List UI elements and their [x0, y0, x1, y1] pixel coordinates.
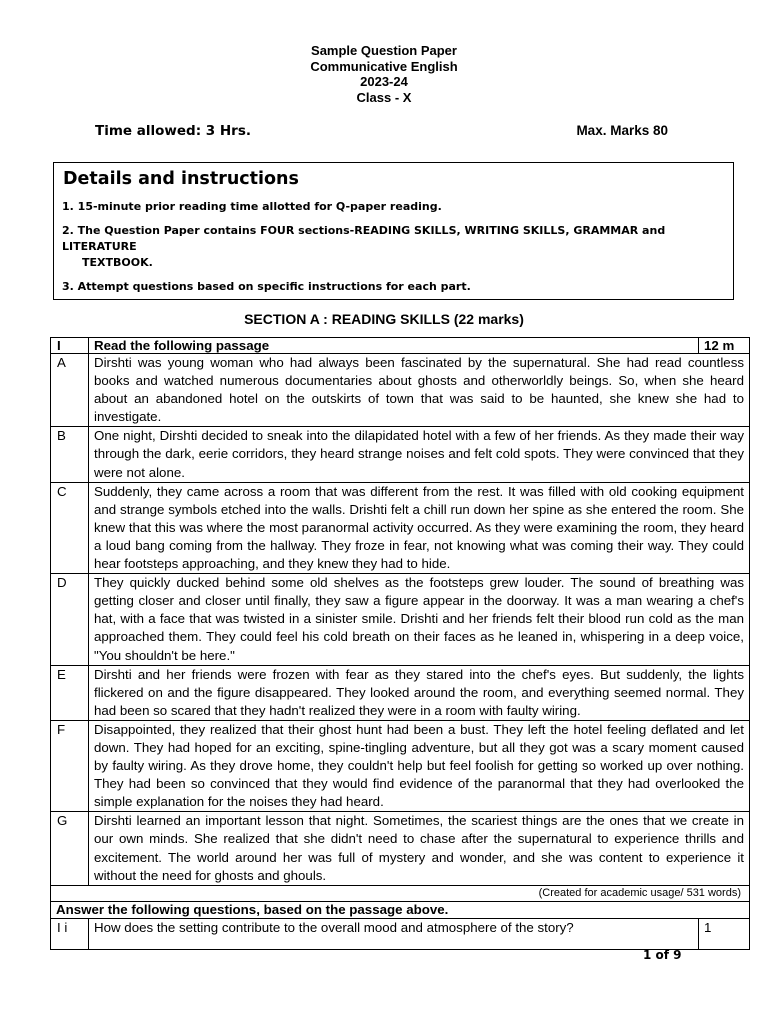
- table-row: [51, 354, 750, 427]
- passage-instruction: Read the following passage: [89, 338, 699, 354]
- row-label: C: [51, 482, 89, 573]
- row-label: A: [51, 354, 89, 427]
- word-count-credit: (Created for academic usage/ 531 words): [51, 885, 750, 901]
- instruction-text-continued: TEXTBOOK.: [82, 256, 153, 269]
- subject-name: Communicative English: [310, 58, 458, 74]
- instruction-item: [62, 223, 725, 271]
- row-label: D: [51, 574, 89, 665]
- table-row: [51, 482, 750, 573]
- paragraph-text: Disappointed, they realized that their ghost hunt had been a bust. They left the hotel feeling deflated and let down. They had hoped for an exciting, spine-tingling adventure, but all they got was a scary moment caused by faulty wiring. As they drove home, they couldn't help but feel foolish for getting so worked up over nothing. They had been so convinced that they would find evidence of the paranormal that they had overlooked the simple explanation for the noises they had heard.: [89, 720, 750, 811]
- page-number: 1 of 9: [643, 948, 682, 962]
- row-label: F: [51, 720, 89, 811]
- question-number: I i: [51, 918, 89, 949]
- row-label: B: [51, 427, 89, 482]
- paragraph-text: They quickly ducked behind some old shelves as the footsteps grew louder. The sound of breathing was getting closer and closer until finally, they saw a figure appear in the doorway. It was a man wearing a chef's hat, with a face that was twisted in a sinister smile. Drishti and her friends felt their blood run cold as the man approached them. They could feel his cold breath on their faces as he leaned in, whispering in a deep voice, "You shouldn't be here.": [89, 574, 750, 665]
- row-label: E: [51, 665, 89, 720]
- row-label: I: [51, 338, 89, 354]
- paragraph-text: Suddenly, they came across a room that was different from the rest. It was filled with old cooking equipment and strange symbols etched into the walls. Drishti felt a chill run down her spine as she entered the room. She knew that this was where the most paranormal activity occurred. As they were examining the room, they heard a loud bang coming from the hallway. They froze in fear, not knowing what was coming their way. They could hear footsteps approaching, and they knew they had to hide.: [89, 482, 750, 573]
- questions-heading-row: [51, 901, 750, 918]
- paragraph-text: Dirshti and her friends were frozen with fear as they stared into the chef's eyes. But suddenly, the lights flickered on and the figure disappeared. They looked around the room, and everything seemed normal. They had been so scared that they hadn't realized they were in a room with faulty wiring.: [89, 665, 750, 720]
- question-text: How does the setting contribute to the overall mood and atmosphere of the story?: [89, 918, 699, 949]
- instruction-item: 3. Attempt questions based on specific instructions for each part.: [62, 280, 471, 293]
- table-row: [51, 427, 750, 482]
- paper-title: Sample Question Paper: [311, 43, 457, 58]
- question-marks: 1: [699, 918, 750, 949]
- instructions-title: Details and instructions: [63, 169, 299, 189]
- session-year: 2023-24: [360, 74, 408, 89]
- row-label: G: [51, 812, 89, 885]
- paragraph-text: One night, Dirshti decided to sneak into the dilapidated hotel with a few of her friends. As they made their way through the dark, eerie corridors, they heard strange noises and felt cold spots. They were convinced that they were not alone.: [89, 427, 750, 482]
- max-marks: Max. Marks 80: [576, 123, 668, 138]
- instructions-box: [53, 162, 734, 300]
- time-allowed: Time allowed: 3 Hrs.: [95, 123, 252, 139]
- instruction-text: 2. The Question Paper contains FOUR sections-READING SKILLS, WRITING SKILLS, GRAMMAR and LITERATURE: [62, 224, 666, 253]
- time-marks-row: [95, 123, 670, 143]
- table-row: [51, 574, 750, 665]
- table-row: [51, 812, 750, 885]
- paragraph-text: Dirshti was young woman who had always been fascinated by the supernatural. She had read countless books and watched numerous documentaries about ghosts and otherworldly beings. So, when she heard about an abandoned hotel on the outskirts of town that was said to be haunted, she knew she had to investigate.: [89, 354, 750, 427]
- marks-cell: 12 m: [699, 338, 750, 354]
- paper-header: [0, 43, 768, 105]
- paragraph-text: Dirshti learned an important lesson that night. Sometimes, the scariest things are the ones that we create in our own minds. She realized that she didn't need to chase after the supernatural to experience thrills and excitement. The world around her was full of mystery and wonder, and she was content to experience it without the need for ghosts and ghouls.: [89, 812, 750, 885]
- credit-row: [51, 885, 750, 901]
- passage-table: [50, 337, 750, 950]
- section-title: SECTION A : READING SKILLS (22 marks): [244, 311, 524, 327]
- table-row: [51, 665, 750, 720]
- table-header-row: [51, 338, 750, 354]
- questions-heading: Answer the following questions, based on the passage above.: [51, 901, 750, 918]
- class-name: Class - X: [356, 89, 412, 105]
- table-row: [51, 720, 750, 811]
- question-row: [51, 918, 750, 949]
- instruction-item: 1. 15-minute prior reading time allotted for Q-paper reading.: [62, 200, 442, 213]
